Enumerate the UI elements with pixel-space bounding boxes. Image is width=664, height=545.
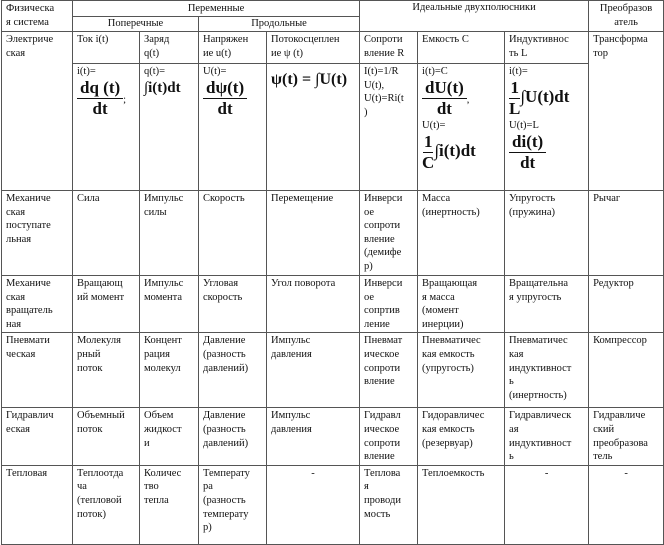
cell: Гидравл ическое сопроти вление	[360, 408, 418, 465]
cell: Масса (инертность)	[418, 191, 505, 276]
cell: Молекуля рный поток	[73, 333, 140, 408]
cell: Емкость С	[418, 32, 505, 64]
formula-label: q(t)=	[144, 66, 166, 77]
cell: Объем жидкост и	[140, 408, 199, 465]
cell: Трансформа тор	[589, 32, 664, 191]
cell: Вращающая я масса (момент инерции)	[418, 276, 505, 333]
row-name: Пневмати ческая	[2, 333, 73, 408]
numerator: dψ(t)	[203, 78, 247, 99]
cell: Сопроти вление R	[360, 32, 418, 64]
formula-inductance	[505, 64, 589, 191]
table-row	[2, 333, 664, 408]
formula-capacitance	[418, 64, 505, 191]
formula-expression: ∫U(t)dt	[520, 87, 570, 107]
row-name: Механиче ская вращатель ная	[2, 276, 73, 333]
cell: Гидравлическ ая индуктивност ь	[505, 408, 589, 465]
formula-label: i(t)=	[509, 66, 528, 77]
formula-label: i(t)=C	[422, 66, 448, 77]
header-longitudinal: Продольные	[199, 17, 360, 32]
cell: Теплоотда ча (тепловой поток)	[73, 465, 140, 544]
cell: Гидравличе ский преобразова тель	[589, 408, 664, 465]
cell: Компрессор	[589, 333, 664, 408]
cell: Вращающ ий момент	[73, 276, 140, 333]
header-variables: Переменные	[73, 1, 360, 17]
numerator: dU(t)	[422, 78, 467, 99]
cell: Объемный поток	[73, 408, 140, 465]
formula-label: U(t)=	[203, 66, 227, 77]
cell: Пневматичес кая емкость (упругость)	[418, 333, 505, 408]
formula-tail: ;	[123, 94, 127, 106]
cell: Инверси ое сопртив ление	[360, 276, 418, 333]
cell: -	[505, 465, 589, 544]
cell: Инверси ое сопроти вление (демифе р)	[360, 191, 418, 276]
header-transverse: Поперечные	[73, 17, 199, 32]
denominator: L	[509, 99, 521, 118]
cell: Напряжен ие u(t)	[199, 32, 267, 64]
denominator: C	[422, 153, 435, 172]
formula-flux	[267, 64, 360, 191]
cell: Перемещение	[267, 191, 360, 276]
denominator: dt	[436, 99, 452, 118]
cell: Угловая скорость	[199, 276, 267, 333]
formula-label: U(t)=	[422, 120, 446, 131]
physical-systems-analogy-table	[1, 0, 664, 545]
table-row	[2, 465, 664, 544]
cell: Давление (разность давлений)	[199, 333, 267, 408]
row-name: Механиче ская поступате льная	[2, 191, 73, 276]
table-row	[2, 191, 664, 276]
numerator: 1	[510, 78, 519, 97]
cell: Заряд q(t)	[140, 32, 199, 64]
cell: Гидоравличес кая емкость (резервуар)	[418, 408, 505, 465]
formula-expression: ∫i(t)dt	[144, 80, 181, 96]
cell: Пневматичес кая индуктивност ь (инертность)	[505, 333, 589, 408]
numerator: dq (t)	[77, 78, 123, 99]
cell: Упругость (пружина)	[505, 191, 589, 276]
cell: Импульс силы	[140, 191, 199, 276]
cell: Теплова я проводи мость	[360, 465, 418, 544]
formula-expression: ∫i(t)dt	[434, 141, 476, 161]
cell: Рычаг	[589, 191, 664, 276]
table-row	[2, 276, 664, 333]
denominator: dt	[92, 99, 108, 118]
cell: Угол поворота	[267, 276, 360, 333]
cell: Импульс момента	[140, 276, 199, 333]
numerator: di(t)	[509, 132, 546, 153]
formula-tail: ,	[466, 94, 470, 106]
cell: Скорость	[199, 191, 267, 276]
formula-expression: ψ(t) = ∫U(t)	[271, 71, 348, 88]
row-name-electric: Электриче ская	[2, 32, 73, 191]
cell: Импульс давления	[267, 333, 360, 408]
formula-charge	[140, 64, 199, 191]
table-row	[2, 408, 664, 465]
cell: Сила	[73, 191, 140, 276]
header-system: Физическа я система	[2, 1, 73, 32]
formula-current	[73, 64, 140, 191]
formula-label: i(t)=	[77, 66, 96, 77]
cell: Вращательна я упругость	[505, 276, 589, 333]
cell: Пневмат ическое сопроти вление	[360, 333, 418, 408]
denominator: dt	[520, 153, 536, 172]
cell: -	[589, 465, 664, 544]
row-name: Гидравлич еская	[2, 408, 73, 465]
cell: Концент рация молекул	[140, 333, 199, 408]
cell: Потокосцеплен ие ψ (t)	[267, 32, 360, 64]
formula-label: U(t)=L	[509, 120, 539, 131]
formula-voltage	[199, 64, 267, 191]
cell: Количес тво тепла	[140, 465, 199, 544]
header-converter: Преобразов атель	[589, 1, 664, 32]
header-dipoles: Идеальные двухполюсники	[360, 1, 589, 32]
cell: Давление (разность давлений)	[199, 408, 267, 465]
cell: Теплоемкость	[418, 465, 505, 544]
row-name: Тепловая	[2, 465, 73, 544]
cell: Температу ра (разность температу р)	[199, 465, 267, 544]
cell: Индуктивнос ть L	[505, 32, 589, 64]
cell: -	[267, 465, 360, 544]
cell: Ток i(t)	[73, 32, 140, 64]
denominator: dt	[217, 99, 233, 118]
formula-resistance: I(t)=1/R U(t), U(t)=Ri(t )	[360, 64, 418, 191]
numerator: 1	[423, 132, 433, 151]
cell: Импульс давления	[267, 408, 360, 465]
cell: Редуктор	[589, 276, 664, 333]
